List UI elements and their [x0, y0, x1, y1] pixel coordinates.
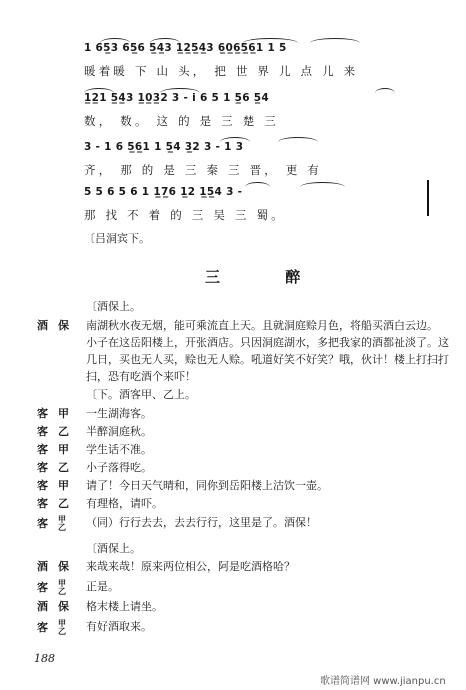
role-label-pair [37, 512, 66, 531]
role-sub-a: 甲 [58, 617, 66, 628]
role-sub-b: 乙 [58, 521, 66, 532]
role-sub [58, 579, 66, 595]
role-label: 客 [37, 621, 58, 634]
dialogue-line: 格末楼上请坐。 [86, 600, 163, 613]
dialogue-line: 来哉来哉！原来两位相公，阿是吃酒格哈？ [86, 560, 295, 573]
role-label: 客甲 [37, 479, 79, 492]
dialogue-cont: 几日，买也无人买，赊也无人赊。吼道好笑不好笑？哦，伙计！楼上打扫打 [86, 353, 449, 366]
exit-direction: 〔吕洞宾下。 [84, 232, 150, 245]
slur-mark [245, 182, 270, 187]
role-sub [58, 515, 66, 531]
slur-mark [243, 38, 298, 43]
stage-direction: 〔酒保上。 [86, 300, 141, 313]
dialogue-line: 一生湖海客。 [86, 407, 152, 420]
dialogue-line: 请了！今日天气晴和，同你到岳阳楼上沽饮一壶。 [86, 479, 328, 492]
role-label: 客乙 [37, 425, 79, 438]
role-label: 酒保 [37, 600, 79, 613]
role-label-pair [37, 616, 66, 635]
page-number: 188 [34, 652, 55, 665]
scene-title: 三 醉 [205, 268, 331, 286]
role-sub [58, 619, 66, 635]
slur-mark [220, 137, 250, 142]
role-label: 客乙 [37, 497, 79, 510]
dialogue-line: 小子落得吃。 [86, 461, 152, 474]
role-label-pair [37, 576, 66, 595]
dialogue-cont: 小子在这岳阳楼上，开张酒店。只因洞庭湖水，多把我家的酒都祉淡了。这 [86, 336, 449, 349]
dialogue-line: 学生话不准。 [86, 443, 152, 456]
role-label: 客甲 [37, 443, 79, 456]
stage-direction: 〔下。酒客甲、乙上。 [86, 388, 196, 401]
lyric-row-2: 数， 数。 这 的 是 三 楚 三 [84, 114, 279, 128]
notation-row-1: 1 6̇5̲3 6̇5̲6 5̲4̲3 1̲2̲5̲4̲3 6̲0̲6̲5̲6̲1 1 5 [84, 42, 287, 54]
slur-mark [150, 38, 180, 43]
dialogue-line: 南湖秋水夜无烟，能可乘流直上天。且就洞庭赊月色，将船买酒白云边。 [86, 319, 438, 332]
dialogue-line: （同）行行去去，去去行行，这里是了。酒保！ [86, 516, 317, 529]
slur-mark [84, 88, 114, 93]
slur-mark [310, 38, 360, 43]
role-sub-a: 甲 [58, 513, 66, 524]
lyric-row-1: 暖着暖 下 山 头， 把 世 界 儿 点 儿 来 [84, 64, 359, 78]
role-sub-a: 甲 [58, 577, 66, 588]
slur-mark [160, 88, 200, 93]
role-label: 客 [37, 517, 58, 530]
slur-mark [300, 182, 345, 187]
dialogue-line: 有理格，请吓。 [86, 497, 163, 510]
stage-direction: 〔酒保上。 [86, 542, 141, 555]
lyric-row-3: 齐， 那 的 是 三 秦 三 晋， 更 有 [84, 163, 323, 177]
notation-row-4: 5 5 6 5 6 1 1̲7̲6 1̲2 1̲5̲4 3 - [84, 186, 243, 198]
notation-row-2: 1̲2̲1 5̲4̲3 1̲0̲3̲2 3 - i 6 5 1 5̲6 5̲4 [84, 92, 270, 104]
slur-mark [100, 38, 130, 43]
role-label: 酒保 [37, 319, 79, 332]
dialogue-line: 半醉洞庭秋。 [86, 425, 152, 438]
dialogue-line: 有好酒取来。 [86, 620, 152, 633]
role-label: 酒保 [37, 560, 79, 573]
role-sub-b: 乙 [58, 625, 66, 636]
role-sub-b: 乙 [58, 585, 66, 596]
dialogue-line: 正是。 [86, 580, 119, 593]
lyric-row-4: 那 找 不 着 的 三 吴 三 蜀。 [84, 208, 286, 222]
final-barline [427, 180, 429, 216]
slur-mark [278, 137, 318, 142]
role-label: 客甲 [37, 407, 79, 420]
dialogue-cont: 扫，恐有吃酒个来吓！ [86, 370, 196, 383]
notation-row-3: 3 - 1 6 5̲6̲1 1 5̲4 3̲2 3 - 1 3 [84, 141, 244, 153]
slur-mark [375, 88, 395, 93]
watermark: 歌谱简谱网 www.jianpu.cn [320, 676, 446, 687]
role-label: 客 [37, 581, 58, 594]
role-label: 客乙 [37, 461, 79, 474]
